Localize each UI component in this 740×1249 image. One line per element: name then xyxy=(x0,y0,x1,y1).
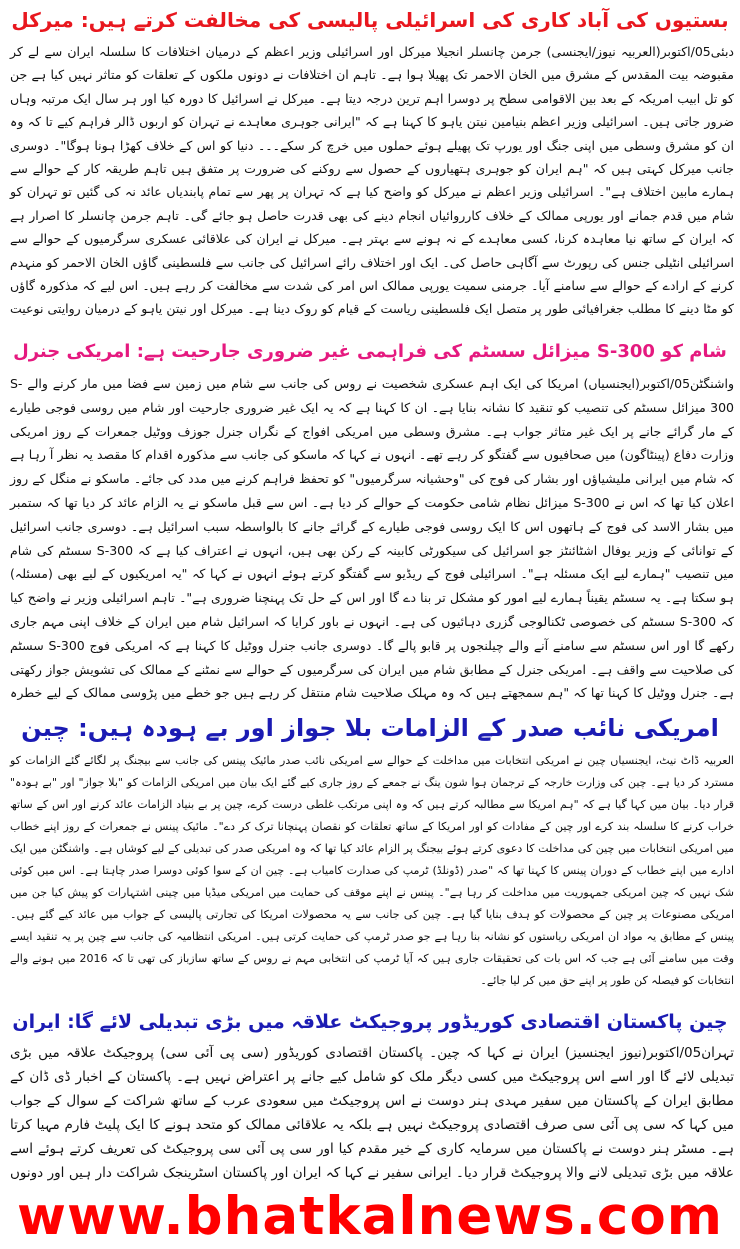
article-merkel xyxy=(0,0,740,325)
article-s300 xyxy=(0,332,740,700)
article-body: العربیہ ڈاٹ نیٹ، ایجنسیاں چین نے امریکی انتخابات میں مداخلت کے حوالے سے امریکی نائب صدر مائیک پینس کی جانب سے بیجنگ پر لگائے گئے الزامات کو مسترد کر دیا ہے۔ چین کی وزارت خارجہ کے ترجمان ہوا شون ینگ نے جمعے کے روز جاری کیے گئے ایک بیان میں امریکی الزامات کو "بلا جواز" اور "بے ہودہ" قرار دیا۔ بیان میں کہا گیا ہے کہ "ہم امریکا سے مطالبہ کرتے ہیں کہ وہ اپنی مرتکب غلطی درست کرے، چین پر بے بنیاد الزامات عائد کرنے اور اس کے ساتھ خراب کرنے کا سلسلہ بند کرے اور چین کے مفادات کو اور امریکا کے ساتھ تعلقات کو نقصان پہنچانا ترک کر دے"۔ مائیک پینس نے جمعرات کے روز اپنے خطاب میں امریکی انتخابات میں چین کی مداخلت کا دعوی کرتے ہوئے بیجنگ پر الزام عائد کیا تھا کہ وہ امریکی صدر کی تبدیلی کے لیے کوشاں ہے۔ واشنگٹن میں ایک ادارے میں اپنے خطاب کے دوران پینس کا کہنا تھا کہ "صدر (ڈونلڈ) ٹرمپ کی صدارت کامیاب ہے۔ چین ان کے سوا کوئی دوسرا صدر چاہتا ہے۔ اس میں کوئی شک نہیں کہ چین امریکی جمہوریت میں مداخلت کر رہا ہے"۔ پینس نے اپنے موقف کی حمایت میں امریکی میڈیا میں چینی اشتہارات کو پیش کیا جن میں امریکی مصنوعات پر چین کے محصولات کو ہدف بنایا گیا ہے۔ چین کی جانب سے یہ محصولات امریکا کی تجارتی پالیسی کے جواب میں عائد کیے گئے ہیں۔ پینس کے مطابق یہ مواد ان امریکی ریاستوں کو نشانہ بنا رہا ہے جو صدر ٹرمپ کی حمایت کرتی ہیں۔ امریکی انتظامیہ کی جانب سے چین پر یہ تنقید ایسے وقت میں سامنے آئی ہے جب کہ اس بات کی تحقیقات جاری ہیں کہ آیا ٹرمپ کی انتخابی مہم نے روس کے ساتھ سازباز کی تھی تا کہ 2016 میں ہونے والے انتخابات کو فیصلہ کن طور پر اپنے حق میں کر لیا جائے۔ xyxy=(10,754,735,987)
article-headline: بستیوں کی آباد کاری کی اسرائیلی پالیسی کی مخالفت کرتے ہیں: میرکل xyxy=(11,8,729,32)
article-body: تہران05/اکتوبر(نیوز ایجنسیز) ایران نے کہا کہ چین۔ پاکستان اقتصادی کوریڈور (سی پی آئی سی) پروجیکٹ علاقہ میں بڑی تبدیلی لائے گا اور اسے اس پروجیکٹ میں کسی دیگر ملک کو شامل کیے جانے پر اعتراض نہیں ہے۔ پاکستان کے اخبار ڈی ڈان کے مطابق ایران کے پاکستان میں سفیر مہدی ہنر دوست نے اس پروجیکٹ میں سعودی عرب کے ساتھ شراکت کے سوال کے جواب میں کہا کہ سی پی آئی سی صرف اقتصادی پروجیکٹ نہیں ہے بلکہ یہ علاقائی ممالک کو متحد ہونے کا ایک پلیٹ فارم مہیا کرتا ہے۔ مسٹر ہنر دوست نے پاکستان میں سرمایہ کاری کے خیر مقدم کیا اور سی پی آئی سی پروجیکٹ کی تعریف کرتے ہوئے اسے علاقہ میں بڑی تبدیلی لانے والا پروجیکٹ قرار دیا۔ ایرانی سفیر نے کہا کہ ایران اور پاکستان اسٹرینجک شراکت دار ہیں اور دونوں xyxy=(10,1045,734,1181)
article-headline: شام کو S-300 میزائل سسٹم کی فراہمی غیر ضروری جارحیت ہے: امریکی جنرل xyxy=(13,341,727,362)
article-headline: چین پاکستان اقتصادی کوریڈور پروجیکٹ علاقہ میں بڑی تبدیلی لائے گا: ایران xyxy=(12,1011,728,1033)
article-cpec-iran xyxy=(0,1003,740,1183)
site-url-footer[interactable]: www.bhatkalnews.com xyxy=(17,1186,723,1247)
article-body: دبئی05/اکتوبر(العربیہ نیوز/ایجنسی) جرمن چانسلر انجیلا میرکل اور اسرائیلی وزیر اعظم کے درمیان اختلافات کا سلسلہ ایران سے لے کر مقبوضہ بیت المقدس کے مشرق میں الخان الاحمر تک پھیلا ہوا ہے۔ تاہم ان اختلافات نے دونوں ملکوں کے تعلقات کو متاثر نہیں کیا ہے جن کو تل ابیب امریکہ کے بعد بین الاقوامی سطح پر دوسرا اہم ترین درجہ دیتا ہے۔ میرکل نے اسرائیل کا دورہ کیا اور ہر سال ایک مرتبہ وہاں ضرور جاتی ہیں۔ اسرائیلی وزیر اعظم بنیامین نیتن یاہو کا کہنا ہے کہ "ایرانی جوہری معاہدے نے تہران کو اربوں ڈالر فراہم کیے تا کہ وہ ان کو مشرق وسطی میں اپنی جنگ اور یورپ تک پھیلے ہوئے حملوں میں خرچ کر سکے۔۔۔ دنیا کو اس کے خلاف کھڑا ہونا ہوگا"۔ دوسری جانب میرکل کہتی ہیں کہ "ہم ایران کو جوہری ہتھیاروں کے حصول سے روکنے کی ضرورت پر متفق ہیں تاہم طریقہ کار کے حوالے سے ہمارے مابین اختلاف ہے"۔ اسرائیلی وزیر اعظم نے میرکل کو واضح کیا ہے کہ تہران پر پھر سے تمام پابندیاں عائد نہ کی گئیں تو تہران کو شام میں قدم جمانے اور یورپی ممالک کے خلاف کارروائیاں انجام دینے کی بھی قدرت حاصل ہو جائے گی۔ تاہم جرمن چانسلر کا اصرار ہے کہ ایران کے ساتھ نیا معاہدہ کرنا، کسی معاہدے کے نہ ہونے سے بہتر ہے۔ میرکل نے ایران کی علاقائی عسکری سرگرمیوں کے حوالے سے اسرائیلی انٹیلی جنس کی رپورٹ سے آگاہی حاصل کی۔ ایک اور اختلاف رائے اسرائیل کی جانب سے فلسطینی گاؤں الخان الاحمر کو منہدم کرنے کے ارادے کے حوالے سے سامنے آیا۔ جرمنی سمیت یورپی ممالک اس امر کی شدت سے مخالفت کر رہے ہیں۔ اس لیے کہ مذکورہ گاؤں کو مٹا دینے کا مطلب جغرافیائی طور پر متصل ایک فلسطینی ریاست کے قیام کو روک دینا ہے۔ میرکل اور نیتن یاہو کے درمیان روایتی نوعیت xyxy=(10,44,734,317)
article-headline: امریکی نائب صدر کے الزامات بلا جواز اور بے ہودہ ہیں: چین xyxy=(21,714,719,742)
article-china-pence xyxy=(0,708,740,996)
article-body: واشنگٹن05/اکتوبر(ایجنسیاں) امریکا کی ایک اہم عسکری شخصیت نے روس کی جانب سے شام میں زمین سے فضا میں مار کرنے والے S-300 میزائل سسٹم کی تنصیب کو تنقید کا نشانہ بنایا ہے۔ ان کا کہنا ہے کہ یہ ایک غیر ضروری جارحیت اور شام میں روسی فوجی طیارے کے مار گرائے جانے پر ایک غیر متاثر جواب ہے۔ مشرق وسطی میں امریکی افواج کے نگراں جنرل جوزف ووٹیل جمعرات کے روز امریکی وزارت دفاع (پینٹاگون) میں صحافیوں سے گفتگو کر رہے تھے۔ انہوں نے کہا کہ ماسکو کی جانب سے مذکورہ اقدام کا مقصد یہ نظر آ رہا ہے کہ شام میں ایرانی ملیشیاؤں اور بشار کی فوج کی "وحشیانہ سرگرمیوں" کو تحفظ فراہم کرنے میں مدد کی جائے۔ ماسکو نے منگل کے روز اعلان کیا تھا کہ اس نے S-300 میزائل نظام شامی حکومت کے حوالے کر دیا ہے۔ اس سے قبل ماسکو نے یہ الزام عائد کر دیا تھا کہ ستمبر میں بشار الاسد کی فوج کے ہاتھوں اس کا ایک روسی فوجی طیارے کے گرائے جانے کا بالواسطہ سبب اسرائیل ہے۔ دوسری جانب اسرائیل کے توانائی کے وزیر یوفال اشٹائنٹز جو اسرائیل کی سیکورٹی کابینہ کے رکن بھی ہیں، انہوں نے اعتراف کیا ہے کہ S-300 سسٹم کی شام میں تنصیب "ہمارے لیے ایک مسئلہ ہے"۔ اسرائیلی فوج کے ریڈیو سے گفتگو کرتے ہوئے انہوں نے کہا کہ "یہ امریکیوں کے لیے بھی (مسئلہ) ہو سکتا ہے۔ یہ سسٹم یقیناً ہمارے لیے امور کو مشکل تر بنا دے گا اور اس کے حل تک پہنچنا ضروری ہے"۔ تاہم اسرائیلی وزیر نے واضح کیا کہ S-300 سسٹم کی خصوصی ٹکنالوجی گزری دہائیوں کی ہے۔ انہوں نے باور کرایا کہ اسرائیل شام میں ایران کے خلاف اپنی مہم جاری رکھے گا اور اس سسٹم سے سامنے آنے والے چیلنجوں پر قابو پالے گا۔ دوسری جانب جنرل ووٹیل کا کہنا ہے کہ امریکی فوج S-300 سسٹم کی صلاحیت سے واقف ہے۔ امریکی جنرل کے مطابق شام میں ایران کی سرگرمیوں کے حوالے سے نمٹنے کے ممالک کی تشویش جواز رکھتی ہے۔ جنرل ووٹیل کا کہنا تھا کہ "ہم سمجھتے ہیں کہ وہ مہلک صلاحیت شام منتقل کر رہے ہیں جو خطے میں پڑوسی ممالک کے لیے خطرہ xyxy=(10,376,735,701)
